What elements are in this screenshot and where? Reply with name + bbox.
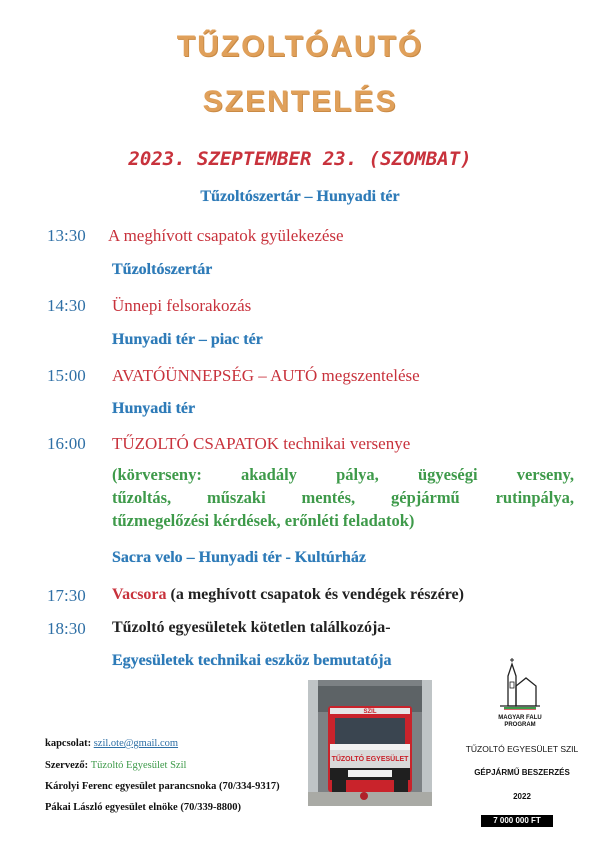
time-1330: 13:30 <box>47 226 86 245</box>
location-1430: Hunyadi tér – piac tér <box>112 331 263 348</box>
time-1600: 16:00 <box>47 434 86 453</box>
time-1500: 15:00 <box>47 366 86 385</box>
church-logo-icon <box>498 656 542 710</box>
contact-person-2: Pákai László egyesület elnöke (70/339-8800) <box>45 802 241 813</box>
venue: Tűzoltószertár – Hunyadi tér <box>200 188 400 205</box>
details-line-1: (körverseny: akadály pálya, ügyeségi verseny, <box>112 465 574 484</box>
event-dinner-title: Vacsora <box>112 586 167 603</box>
grant-amount: 7 000 000 FT <box>481 815 553 827</box>
title-line-2: SZENTELÉS <box>202 85 398 118</box>
contact-person-1: Károlyi Ferenc egyesület parancsnoka (70/334-9317) <box>45 781 280 792</box>
contact-email-line <box>45 738 178 749</box>
contact-email-label: kapcsolat: <box>45 738 92 749</box>
event-competition-rest: technikai versenye <box>279 434 411 453</box>
details-line-3: tűzmegelőzési kérdések, erőnléti feladatok) <box>112 511 415 530</box>
fire-truck-photo <box>308 680 432 806</box>
event-dinner-rest: (a meghívott csapatok és vendégek részére) <box>166 586 464 603</box>
event-ceremony <box>112 366 420 386</box>
organizer-name: Tűzoltó Egyesület Szil <box>90 760 187 771</box>
contact-email-link[interactable]: szil.ote@gmail.com <box>93 738 179 749</box>
event-meetup: Tűzoltó egyesületek kötetlen találkozója- <box>112 619 391 636</box>
location-1330: Tűzoltószertár <box>112 261 213 278</box>
location-1830: Egyesületek technikai eszköz bemutatója <box>112 652 392 669</box>
truck-plate-text: SZIL <box>363 709 377 715</box>
time-1430: 14:30 <box>47 296 86 315</box>
organizer-line <box>45 760 186 771</box>
grant-year: 2022 <box>513 792 531 801</box>
time-1730: 17:30 <box>47 586 86 605</box>
grant-org: TŰZOLTÓ EGYESÜLET SZIL <box>465 744 579 754</box>
time-1830: 18:30 <box>47 619 86 638</box>
details-line-2: tűzoltás, műszaki mentés, gépjármű rutinpálya, <box>112 488 574 507</box>
fire-truck-illustration <box>308 680 432 806</box>
organizer-label: Szervező: <box>45 760 89 771</box>
event-gathering: A meghívott csapatok gyülekezése <box>108 226 344 245</box>
location-1600: Sacra velo – Hunyadi tér - Kultúrház <box>112 549 366 566</box>
truck-label-text: TŰZOLTÓ EGYESÜLET <box>331 756 409 763</box>
event-competition-bold: TŰZOLTÓ CSAPATOK <box>112 434 280 453</box>
event-date: 2023. SZEPTEMBER 23. (SZOMBAT) <box>128 148 472 170</box>
event-lineup: Ünnepi felsorakozás <box>112 296 252 315</box>
event-ceremony-bold: AVATÓÜNNEPSÉG – AUTÓ <box>112 366 318 385</box>
event-competition <box>112 434 410 454</box>
competition-details <box>112 463 574 532</box>
event-ceremony-rest: megszentelése <box>317 366 420 385</box>
logo-line-2: PROGRAM <box>504 722 536 728</box>
logo-line-1: MAGYAR FALU <box>498 715 542 721</box>
location-1500: Hunyadi tér <box>112 400 196 417</box>
title-line-1: TŰZOLTÓAUTÓ <box>176 30 424 63</box>
event-dinner <box>112 586 464 604</box>
grant-project: GÉPJÁRMŰ BESZERZÉS <box>474 768 570 777</box>
